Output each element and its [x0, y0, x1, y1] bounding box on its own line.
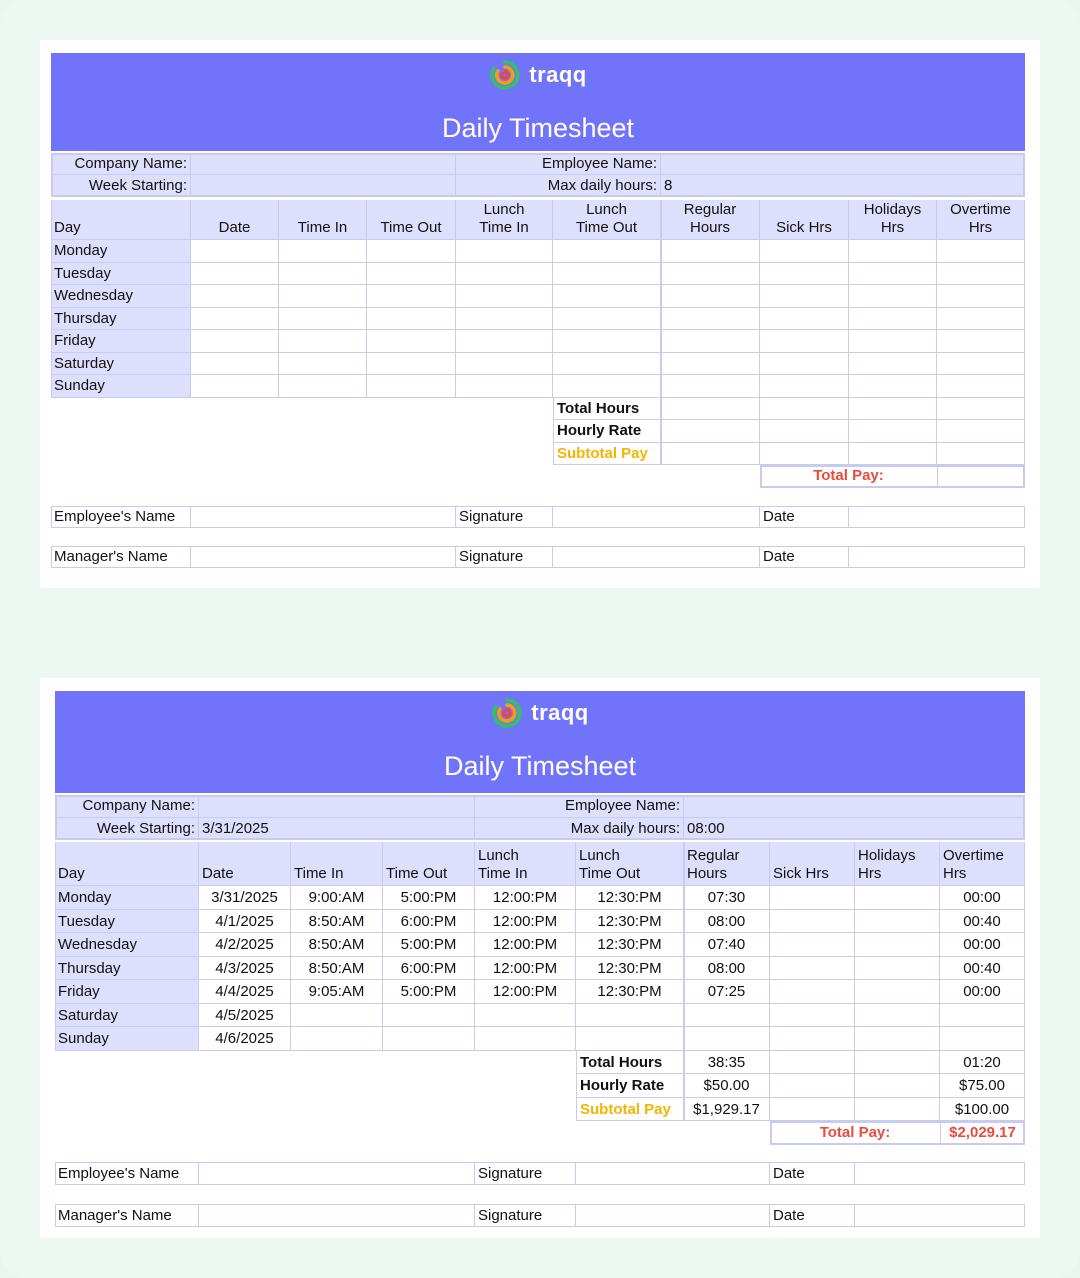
cell-lunch-time-in[interactable]: 12:00:PM [475, 957, 576, 981]
week-starting-value[interactable]: 3/31/2025 [199, 818, 475, 841]
hourly-rate-regular-hours[interactable]: $50.00 [684, 1074, 770, 1098]
manager-name-label: Manager's Name [55, 1204, 199, 1227]
cell-lunch-time-out[interactable] [553, 240, 661, 263]
traqq-logo-icon [489, 59, 521, 91]
subtotal-pay-sick-hrs[interactable] [770, 1098, 855, 1122]
column-header-text: Hours [689, 219, 730, 236]
column-header-text: Regular [683, 201, 737, 218]
cell-overtime-hrs[interactable] [937, 330, 1025, 353]
cell-holidays-hrs[interactable] [849, 308, 937, 331]
cell-time-in[interactable] [279, 375, 367, 398]
manager-date-label: Date [770, 1204, 855, 1227]
employee-name-label: Employee's Name [51, 506, 191, 528]
cell-sick-hrs[interactable] [760, 263, 849, 286]
cell-overtime-hrs[interactable]: 00:00 [940, 933, 1025, 957]
day-label: Tuesday [51, 263, 191, 286]
column-header-regular-hours [661, 200, 760, 240]
cell-date[interactable] [191, 263, 279, 286]
cell-sick-hrs[interactable] [770, 980, 855, 1004]
column-header-date [191, 200, 279, 240]
day-label: Sunday [51, 375, 191, 398]
cell-regular-hours[interactable] [661, 308, 760, 331]
cell-lunch-time-out[interactable] [553, 308, 661, 331]
cell-lunch-time-in[interactable] [475, 1027, 576, 1051]
cell-regular-hours[interactable]: 07:30 [684, 886, 770, 910]
cell-overtime-hrs[interactable] [937, 353, 1025, 376]
cell-regular-hours[interactable]: 07:40 [684, 933, 770, 957]
cell-time-in[interactable] [279, 308, 367, 331]
cell-time-out[interactable]: 6:00:PM [383, 910, 475, 934]
cell-sick-hrs[interactable] [770, 957, 855, 981]
cell-sick-hrs[interactable] [760, 240, 849, 263]
column-header-text: Hrs [943, 865, 967, 882]
column-header-text: Time In [297, 219, 348, 236]
column-header-text: Lunch [483, 201, 525, 218]
cell-sick-hrs[interactable] [760, 285, 849, 308]
day-label: Saturday [55, 1004, 199, 1028]
blank-timesheet-card [40, 40, 1040, 588]
employee-signature-label: Signature [456, 506, 553, 528]
cell-time-in[interactable]: 8:50:AM [291, 910, 383, 934]
cell-holidays-hrs[interactable] [849, 285, 937, 308]
total-pay-label: Total Pay: [813, 467, 884, 484]
employee-name-label: Employee Name: [456, 153, 661, 175]
column-header-text: Time In [478, 865, 528, 882]
column-header-lunch-time-in [456, 200, 553, 240]
cell-holidays-hrs[interactable] [855, 886, 940, 910]
cell-time-out[interactable]: 5:00:PM [383, 980, 475, 1004]
manager-date-label: Date [760, 546, 849, 568]
cell-date[interactable] [191, 330, 279, 353]
column-header-text: Overtime [943, 847, 1004, 864]
cell-lunch-time-out[interactable] [576, 1027, 684, 1051]
total-pay-label: Total Pay: [819, 1124, 891, 1141]
column-header-text: Time Out [380, 219, 442, 236]
week-starting-label: Week Starting: [55, 818, 199, 841]
cell-sick-hrs[interactable] [760, 375, 849, 398]
cell-sick-hrs[interactable] [770, 1027, 855, 1051]
employee-date-label: Date [760, 506, 849, 528]
cell-lunch-time-in[interactable]: 12:00:PM [475, 933, 576, 957]
employee-signature-field[interactable] [576, 1162, 770, 1185]
column-header-text: Holidays [863, 201, 922, 218]
cell-overtime-hrs[interactable] [940, 1027, 1025, 1051]
page-title: Daily Timesheet [441, 113, 635, 143]
cell-holidays-hrs[interactable] [849, 330, 937, 353]
cell-lunch-time-out[interactable] [553, 330, 661, 353]
cell-overtime-hrs[interactable] [937, 375, 1025, 398]
brand-name: traqq [531, 700, 589, 725]
column-header-holidays-hrs [849, 200, 937, 240]
column-header-text: Sick Hrs [773, 865, 829, 882]
cell-holidays-hrs[interactable] [849, 353, 937, 376]
cell-time-out[interactable]: 5:00:PM [383, 886, 475, 910]
cell-date[interactable]: 4/2/2025 [199, 933, 291, 957]
column-header-text: Time In [479, 219, 529, 236]
cell-overtime-hrs[interactable] [937, 308, 1025, 331]
column-header-lunch-time-out [576, 842, 684, 886]
subtotal-pay-sick-hrs[interactable] [760, 443, 849, 466]
manager-date-field[interactable] [855, 1204, 1025, 1227]
cell-time-in[interactable] [291, 1004, 383, 1028]
hourly-rate-sick-hrs[interactable] [760, 420, 849, 443]
cell-time-out[interactable] [383, 1004, 475, 1028]
column-header-overtime-hrs [940, 842, 1025, 886]
cell-regular-hours[interactable] [661, 330, 760, 353]
cell-sick-hrs[interactable] [770, 910, 855, 934]
cell-lunch-time-out[interactable]: 12:30:PM [576, 933, 684, 957]
cell-lunch-time-in[interactable]: 12:00:PM [475, 980, 576, 1004]
total-hours-sick-hrs[interactable] [760, 398, 849, 421]
cell-time-out[interactable] [367, 375, 456, 398]
subtotal-pay-regular-hours[interactable]: $1,929.17 [684, 1098, 770, 1122]
cell-overtime-hrs[interactable]: 00:40 [940, 957, 1025, 981]
column-header-text: Hrs [858, 865, 882, 882]
cell-time-out[interactable] [367, 263, 456, 286]
column-header-time-out [367, 200, 456, 240]
cell-time-in[interactable] [279, 240, 367, 263]
subtotal-pay-regular-hours[interactable] [661, 443, 760, 466]
day-label: Wednesday [55, 933, 199, 957]
max-daily-hours-value[interactable]: 8 [661, 175, 1025, 197]
day-label: Friday [55, 980, 199, 1004]
cell-date[interactable] [191, 375, 279, 398]
cell-date[interactable]: 4/5/2025 [199, 1004, 291, 1028]
table-left-border [55, 842, 56, 1051]
cell-holidays-hrs[interactable] [855, 980, 940, 1004]
column-header-day [51, 200, 191, 240]
employee-name-value[interactable] [684, 795, 1025, 818]
cell-lunch-time-out[interactable]: 12:30:PM [576, 886, 684, 910]
cell-overtime-hrs[interactable]: 00:40 [940, 910, 1025, 934]
employee-name-label: Employee's Name [55, 1162, 199, 1185]
hourly-rate-holidays-hrs[interactable] [849, 420, 937, 443]
cell-sick-hrs[interactable] [760, 330, 849, 353]
column-header-day [55, 842, 199, 886]
cell-holidays-hrs[interactable] [849, 263, 937, 286]
cell-time-out[interactable]: 6:00:PM [383, 957, 475, 981]
day-label: Friday [51, 330, 191, 353]
total-hours-overtime-hrs[interactable] [937, 398, 1025, 421]
day-label: Monday [51, 240, 191, 263]
cell-lunch-time-out[interactable]: 12:30:PM [576, 957, 684, 981]
cell-holidays-hrs[interactable] [855, 957, 940, 981]
total-pay-value[interactable]: $2,029.17 [949, 1124, 1016, 1141]
max-daily-hours-value[interactable]: 08:00 [684, 818, 1025, 841]
column-header-sick-hrs [760, 200, 849, 240]
cell-time-out[interactable] [383, 1027, 475, 1051]
day-label: Tuesday [55, 910, 199, 934]
employee-date-field[interactable] [855, 1162, 1025, 1185]
cell-sick-hrs[interactable] [770, 933, 855, 957]
cell-regular-hours[interactable]: 08:00 [684, 910, 770, 934]
page-title: Daily Timesheet [443, 751, 637, 781]
day-label: Saturday [51, 353, 191, 376]
cell-sick-hrs[interactable] [760, 353, 849, 376]
column-header-text: Time In [294, 865, 344, 882]
column-header-text: Overtime [950, 201, 1011, 218]
employee-date-field[interactable] [849, 506, 1025, 528]
column-header-lunch-time-out [553, 200, 661, 240]
column-header-text: Hours [687, 865, 728, 882]
column-header-text: Lunch [586, 201, 627, 218]
company-name-label: Company Name: [51, 153, 191, 175]
cell-lunch-time-out[interactable] [553, 285, 661, 308]
cell-lunch-time-out[interactable]: 12:30:PM [576, 980, 684, 1004]
cell-lunch-time-in[interactable] [456, 353, 553, 376]
cell-regular-hours[interactable] [661, 263, 760, 286]
column-header-regular-hours [684, 842, 770, 886]
company-name-label: Company Name: [55, 795, 199, 818]
subtotal-pay-label: Subtotal Pay [553, 443, 661, 466]
column-header-text: Time Out [386, 865, 448, 882]
cell-date[interactable]: 4/6/2025 [199, 1027, 291, 1051]
cell-lunch-time-out[interactable] [553, 375, 661, 398]
column-header-text: Holidays [858, 847, 916, 864]
hourly-rate-sick-hrs[interactable] [770, 1074, 855, 1098]
filled-timesheet-card [40, 678, 1040, 1238]
subtotal-pay-holidays-hrs[interactable] [849, 443, 937, 466]
cell-lunch-time-in[interactable] [456, 308, 553, 331]
cell-lunch-time-in[interactable] [456, 330, 553, 353]
hourly-rate-label: Hourly Rate [576, 1074, 684, 1098]
cell-time-out[interactable] [367, 285, 456, 308]
max-daily-hours-label: Max daily hours: [456, 175, 661, 197]
cell-holidays-hrs[interactable] [855, 1027, 940, 1051]
manager-name-field[interactable] [199, 1204, 475, 1227]
cell-holidays-hrs[interactable] [855, 933, 940, 957]
column-header-sick-hrs [770, 842, 855, 886]
column-header-text: Hrs [968, 219, 993, 236]
brand-logo [55, 697, 1025, 729]
manager-name-label: Manager's Name [51, 546, 191, 568]
cell-holidays-hrs[interactable] [855, 910, 940, 934]
column-header-time-out [383, 842, 475, 886]
cell-time-out[interactable] [367, 330, 456, 353]
brand-name: traqq [529, 62, 587, 87]
cell-lunch-time-in[interactable] [475, 1004, 576, 1028]
table-left-border [51, 200, 52, 398]
manager-date-field[interactable] [849, 546, 1025, 568]
employee-signature-field[interactable] [553, 506, 760, 528]
cell-overtime-hrs[interactable] [940, 1004, 1025, 1028]
company-name-value[interactable] [199, 795, 475, 818]
column-header-text: Time Out [575, 219, 638, 236]
column-header-lunch-time-in [475, 842, 576, 886]
cell-holidays-hrs[interactable] [849, 240, 937, 263]
cell-regular-hours[interactable] [684, 1027, 770, 1051]
cell-regular-hours[interactable]: 08:00 [684, 957, 770, 981]
manager-signature-field[interactable] [553, 546, 760, 568]
cell-time-in[interactable]: 9:05:AM [291, 980, 383, 1004]
day-label: Wednesday [51, 285, 191, 308]
cell-time-in[interactable]: 9:00:AM [291, 886, 383, 910]
cell-date[interactable] [191, 240, 279, 263]
hourly-rate-label: Hourly Rate [553, 420, 661, 443]
column-header-text: Lunch [478, 847, 519, 864]
cell-date[interactable] [191, 285, 279, 308]
max-daily-hours-label: Max daily hours: [475, 818, 684, 841]
cell-lunch-time-in[interactable] [456, 375, 553, 398]
cell-time-in[interactable]: 8:50:AM [291, 933, 383, 957]
cell-time-in[interactable] [279, 263, 367, 286]
cell-regular-hours[interactable] [661, 353, 760, 376]
cell-regular-hours[interactable] [684, 1004, 770, 1028]
column-header-text: Lunch [579, 847, 620, 864]
hourly-rate-overtime-hrs[interactable]: $75.00 [940, 1074, 1025, 1098]
cell-time-in[interactable] [279, 330, 367, 353]
employee-date-label: Date [770, 1162, 855, 1185]
column-header-text: Hrs [880, 219, 905, 236]
company-name-value[interactable] [191, 153, 456, 175]
employee-signature-label: Signature [475, 1162, 576, 1185]
manager-signature-label: Signature [475, 1204, 576, 1227]
total-hours-regular-hours[interactable]: 38:35 [684, 1051, 770, 1075]
total-hours-sick-hrs[interactable] [770, 1051, 855, 1075]
manager-signature-label: Signature [456, 546, 553, 568]
total-hours-holidays-hrs[interactable] [849, 398, 937, 421]
cell-sick-hrs[interactable] [760, 308, 849, 331]
cell-lunch-time-in[interactable]: 12:00:PM [475, 910, 576, 934]
column-header-text: Day [54, 219, 81, 236]
cell-lunch-time-out[interactable]: 12:30:PM [576, 910, 684, 934]
cell-time-in[interactable] [279, 353, 367, 376]
total-pay-value[interactable] [937, 465, 1025, 488]
cell-overtime-hrs[interactable] [937, 240, 1025, 263]
employee-name-field[interactable] [191, 506, 456, 528]
day-label: Thursday [51, 308, 191, 331]
cell-time-in[interactable] [279, 285, 367, 308]
total-hours-label: Total Hours [576, 1051, 684, 1075]
cell-time-out[interactable] [367, 353, 456, 376]
cell-date[interactable]: 4/1/2025 [199, 910, 291, 934]
employee-name-field[interactable] [199, 1162, 475, 1185]
hourly-rate-regular-hours[interactable] [661, 420, 760, 443]
cell-overtime-hrs[interactable] [937, 285, 1025, 308]
column-header-text: Day [58, 865, 85, 882]
column-header-text: Time Out [579, 865, 641, 882]
day-label: Sunday [55, 1027, 199, 1051]
cell-lunch-time-out[interactable] [553, 353, 661, 376]
cell-time-out[interactable]: 5:00:PM [383, 933, 475, 957]
brand-logo [51, 59, 1025, 91]
column-header-time-in [279, 200, 367, 240]
total-hours-label: Total Hours [553, 398, 661, 421]
cell-regular-hours[interactable] [661, 285, 760, 308]
subtotal-pay-label: Subtotal Pay [576, 1098, 684, 1122]
cell-overtime-hrs[interactable] [937, 263, 1025, 286]
header-banner [51, 53, 1025, 151]
cell-lunch-time-out[interactable] [553, 263, 661, 286]
manager-name-field[interactable] [191, 546, 456, 568]
cell-lunch-time-in[interactable] [456, 285, 553, 308]
cell-lunch-time-out[interactable] [576, 1004, 684, 1028]
cell-time-out[interactable] [367, 308, 456, 331]
column-header-text: Date [202, 865, 234, 882]
column-header-text: Sick Hrs [776, 219, 832, 236]
column-header-holidays-hrs [855, 842, 940, 886]
cell-regular-hours[interactable] [661, 375, 760, 398]
total-hours-overtime-hrs[interactable]: 01:20 [940, 1051, 1025, 1075]
cell-time-in[interactable]: 8:50:AM [291, 957, 383, 981]
cell-regular-hours[interactable] [661, 240, 760, 263]
hourly-rate-holidays-hrs[interactable] [855, 1074, 940, 1098]
subtotal-pay-overtime-hrs[interactable]: $100.00 [940, 1098, 1025, 1122]
column-header-overtime-hrs [937, 200, 1025, 240]
cell-date[interactable]: 4/4/2025 [199, 980, 291, 1004]
cell-holidays-hrs[interactable] [849, 375, 937, 398]
cell-overtime-hrs[interactable]: 00:00 [940, 980, 1025, 1004]
column-header-text: Regular [687, 847, 740, 864]
total-hours-holidays-hrs[interactable] [855, 1051, 940, 1075]
cell-date[interactable] [191, 353, 279, 376]
traqq-logo-icon [491, 697, 523, 729]
cell-date[interactable] [191, 308, 279, 331]
header-banner [55, 691, 1025, 793]
day-label: Monday [55, 886, 199, 910]
week-starting-value[interactable] [191, 175, 456, 197]
total-hours-regular-hours[interactable] [661, 398, 760, 421]
employee-name-label: Employee Name: [475, 795, 684, 818]
cell-lunch-time-in[interactable] [456, 240, 553, 263]
cell-date[interactable]: 3/31/2025 [199, 886, 291, 910]
subtotal-pay-overtime-hrs[interactable] [937, 443, 1025, 466]
cell-overtime-hrs[interactable]: 00:00 [940, 886, 1025, 910]
cell-regular-hours[interactable]: 07:25 [684, 980, 770, 1004]
day-label: Thursday [55, 957, 199, 981]
cell-time-out[interactable] [367, 240, 456, 263]
column-header-text: Date [218, 219, 251, 236]
cell-sick-hrs[interactable] [770, 1004, 855, 1028]
week-starting-label: Week Starting: [51, 175, 191, 197]
employee-name-value[interactable] [661, 153, 1025, 175]
column-header-date [199, 842, 291, 886]
hourly-rate-overtime-hrs[interactable] [937, 420, 1025, 443]
subtotal-pay-holidays-hrs[interactable] [855, 1098, 940, 1122]
column-header-time-in [291, 842, 383, 886]
manager-signature-field[interactable] [576, 1204, 770, 1227]
cell-time-in[interactable] [291, 1027, 383, 1051]
cell-lunch-time-in[interactable]: 12:00:PM [475, 886, 576, 910]
cell-lunch-time-in[interactable] [456, 263, 553, 286]
cell-sick-hrs[interactable] [770, 886, 855, 910]
cell-holidays-hrs[interactable] [855, 1004, 940, 1028]
cell-date[interactable]: 4/3/2025 [199, 957, 291, 981]
